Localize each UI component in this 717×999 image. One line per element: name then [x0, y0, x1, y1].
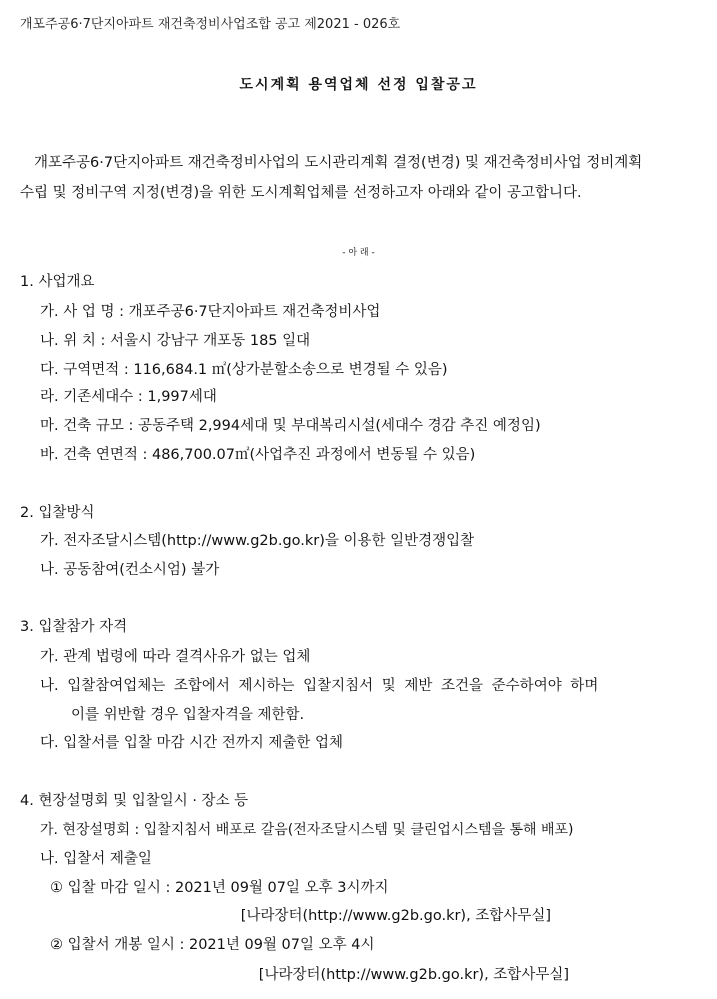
list-item: 가. 현장설명회 : 입찰지침서 배포로 갈음(전자조달시스템 및 클린업시스템을 통해 배포)	[40, 822, 574, 838]
list-item: 가. 전자조달시스템(http://www.g2b.go.kr)을 이용한 일반경쟁입찰	[40, 533, 475, 549]
list-item: 다. 구역면적 : 116,684.1 ㎡(상가분할소송으로 변경될 수 있음)	[40, 362, 448, 378]
list-item: 마. 건축 규모 : 공동주택 2,994세대 및 부대복리시설(세대수 경감 추진 예정임)	[40, 418, 541, 434]
sub-list-location: [나라장터(http://www.g2b.go.kr), 조합사무실]	[240, 908, 551, 924]
section-heading: 2. 입찰방식	[20, 505, 95, 521]
page-title: 도시계획 용역업체 선정 입찰공고	[239, 77, 478, 93]
section-heading: 4. 현장설명회 및 입찰일시 · 장소 등	[20, 793, 249, 809]
list-item: 가. 사 업 명 : 개포주공6·7단지아파트 재건축정비사업	[40, 304, 381, 320]
list-item: 라. 기존세대수 : 1,997세대	[40, 389, 217, 405]
notice-heading: - 아 래 -	[342, 248, 375, 258]
section-heading: 1. 사업개요	[20, 274, 95, 290]
intro-line-1: 개포주공6·7단지아파트 재건축정비사업의 도시관리계획 결정(변경) 및 재건축정비사업 정비계획	[34, 155, 643, 171]
intro-line-2: 수립 및 정비구역 지정(변경)을 위한 도시계획업체를 선정하고자 아래와 같이 공고합니다.	[20, 185, 582, 201]
list-item: 나. 입찰참여업체는 조합에서 제시하는 입찰지침서 및 제반 조건을 준수하여야 하며	[40, 678, 599, 694]
list-item: 가. 관계 법령에 따라 결격사유가 없는 업체	[40, 649, 311, 665]
list-item: 나. 공동참여(컨소시엄) 불가	[40, 562, 220, 578]
list-item: 바. 건축 연면적 : 486,700.07㎡(사업추진 과정에서 변동될 수 있음)	[40, 447, 476, 463]
list-item-continuation: 이를 위반할 경우 입찰자격을 제한함.	[71, 707, 305, 723]
sub-list-location: [나라장터(http://www.g2b.go.kr), 조합사무실]	[258, 967, 569, 983]
list-item: 나. 입찰서 제출일	[40, 851, 152, 867]
sub-list-item: ② 입찰서 개봉 일시 : 2021년 09월 07일 오후 4시	[50, 937, 375, 953]
section-heading: 3. 입찰참가 자격	[20, 619, 128, 635]
sub-list-item: ① 입찰 마감 일시 : 2021년 09월 07일 오후 3시까지	[50, 880, 389, 896]
list-item: 나. 위 치 : 서울시 강남구 개포동 185 일대	[40, 333, 311, 349]
notice-header: 개포주공6·7단지아파트 재건축정비사업조합 공고 제2021 - 026호	[20, 17, 401, 32]
list-item: 다. 입찰서를 입찰 마감 시간 전까지 제출한 업체	[40, 735, 344, 751]
